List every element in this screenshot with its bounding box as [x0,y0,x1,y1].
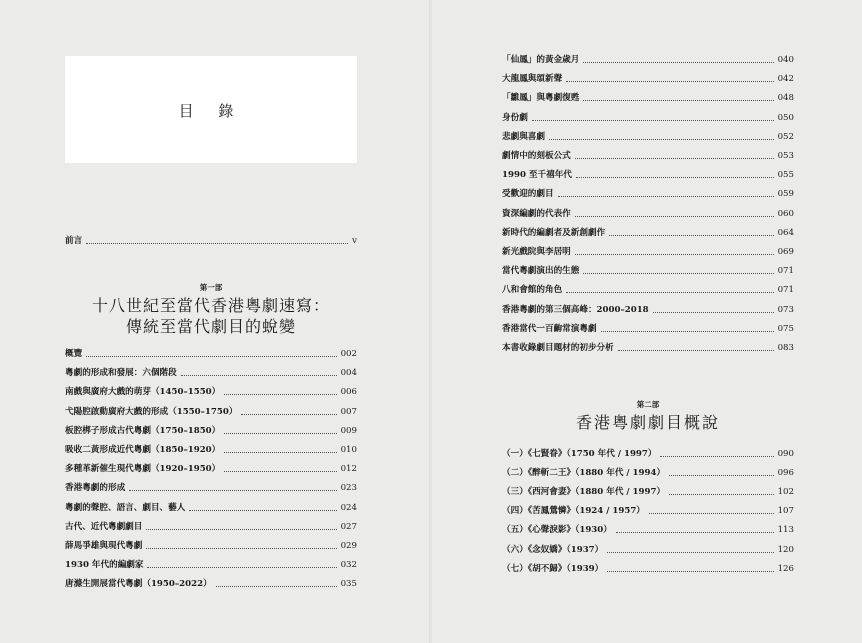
toc-leader-dots [660,455,773,457]
contents-title-box [65,56,357,163]
toc-leader-dots [583,61,773,63]
toc-leader-dots [558,195,774,197]
part2-heading [502,399,794,433]
toc-entry[interactable] [502,168,794,182]
toc-entry-page: 009 [340,425,357,436]
toc-entry-page: 027 [340,521,357,532]
toc-leader-dots [147,566,336,568]
right-page [432,0,862,643]
toc-leader-dots [549,138,774,140]
toc-entry[interactable] [65,558,357,572]
toc-entry[interactable] [502,466,794,480]
toc-leader-dots [224,451,336,453]
toc-leader-dots [129,489,336,491]
toc-entry[interactable] [502,149,794,163]
toc-entry[interactable] [502,283,794,297]
toc-entry-page: 120 [777,544,794,555]
toc-entry[interactable] [65,385,357,399]
toc-entry-label: 新時代的編劇者及新創劇作 [502,227,606,238]
toc-leader-dots [616,531,774,533]
toc-entry-label: 板腔梆子形成古代粵劇（1750–1850） [65,425,221,436]
toc-entry[interactable] [502,207,794,221]
toc-entry[interactable] [502,245,794,259]
toc-leader-dots [86,355,336,357]
toc-entry[interactable] [502,111,794,125]
part2-label: 第二部 [636,400,660,409]
toc-entry-label: 劇情中的刻板公式 [502,151,571,161]
toc-entry-label: 「仙鳳」的黃金歲月 [502,55,580,65]
toc-entry-page: 048 [777,93,794,104]
toc-leader-dots [181,374,337,376]
toc-entry[interactable] [65,481,357,495]
toc-entry-page: 050 [777,112,794,123]
toc-entry-label: 當代粵劇演出的生態 [502,266,580,277]
toc-entry-label: （一）《七賢眷》（1750 年代 / 1997） [502,449,657,459]
toc-entry-page: 029 [340,541,357,551]
toc-entry-preface[interactable] [65,234,357,248]
toc-entry-page: 023 [340,483,357,494]
toc-leader-dots [601,330,774,332]
part1-title-line1: 十八世紀至當代香港粵劇速寫： [91,296,330,315]
toc-leader-dots [669,474,774,476]
toc-entry[interactable] [502,447,794,461]
contents-title: 目 錄 [178,102,244,120]
toc-entry-label: （四）《苦鳳鶯憐》（1924 / 1957） [502,506,645,517]
toc-leader-dots [576,176,774,178]
toc-entry-label: 香港粵劇的第三個高峰：2000–2018 [502,304,649,315]
toc-entry[interactable] [502,264,794,278]
toc-entry[interactable] [65,501,357,515]
toc-leader-dots [669,493,774,495]
toc-entry[interactable] [65,443,357,457]
toc-entry-label: 八和會館的角色 [502,285,563,296]
toc-entry[interactable] [502,562,794,576]
toc-entry[interactable] [65,366,357,380]
toc-entry-label: （五）《心聲淚影》（1930） [502,525,612,536]
toc-leader-dots [575,215,774,217]
toc-entry-page: 096 [777,468,794,479]
toc-leader-dots [566,291,773,293]
toc-leader-dots [216,585,337,587]
toc-leader-dots [86,242,348,244]
toc-entry[interactable] [65,405,357,419]
toc-entry-label: 大龍鳳與頌新聲 [502,74,563,85]
toc-entry-page: 035 [340,579,357,590]
toc-entry-label: 粵劇的聲腔、語言、劇目、藝人 [65,502,186,513]
toc-entry-label: 唐滌生開展當代粵劇（1950–2022） [65,579,212,590]
toc-leader-dots [241,413,336,415]
toc-entry[interactable] [65,577,357,591]
toc-entry-page: 083 [777,343,794,353]
toc-entry-page: 071 [777,266,794,277]
toc-entry-label: 多種革新催生現代粵劇（1920–1950） [65,464,221,475]
toc-entry-label: 香港當代一百齣常演粵劇 [502,323,597,334]
toc-entry-label: 弋陽腔啟動廣府大戲的形成（1550–1750） [65,406,238,417]
toc-entry-label: 本書收錄劇目題材的初步分析 [502,343,614,353]
toc-entry[interactable] [65,462,357,476]
toc-entry-label: 受歡迎的劇目 [502,189,554,200]
toc-entry-label: 1930 年代的編劇家 [65,560,144,571]
toc-entry-label: 古代、近代粵劇劇目 [65,521,143,532]
part1-title-line2: 傳統至當代劇目的蛻變 [125,317,296,336]
toc-entry-label: 南戲與廣府大戲的萌芽（1450–1550） [65,387,221,398]
toc-entry-page: 055 [777,170,794,181]
toc-entry-label: （六）《念奴嬌》（1937） [502,544,604,555]
toc-leader-dots [224,470,336,472]
toc-entry-page: 012 [340,464,357,475]
toc-leader-dots [224,393,336,395]
toc-leader-dots [532,119,774,121]
toc-entry-page: 059 [777,189,794,200]
toc-entry-page: 075 [777,323,794,334]
toc-entry[interactable] [65,424,357,438]
toc-entry-page: 113 [777,525,794,536]
toc-entry[interactable] [502,91,794,105]
toc-entry-page: 053 [777,151,794,161]
toc-entry-label: （七）《胡不歸》（1939） [502,563,604,574]
toc-entry[interactable] [502,130,794,144]
toc-entry-label: 資深編劇的代表作 [502,208,571,219]
toc-entry-label: 新光戲院與李居明 [502,247,571,257]
left-page [0,0,430,643]
toc-entry-label: 粵劇的形成和發展：六個階段 [65,368,177,379]
toc-entry-label: （二）《醉斬二王》（1880 年代 / 1994） [502,468,666,479]
toc-leader-dots [189,509,336,511]
toc-leader-dots [653,311,774,313]
toc-leader-dots [583,272,773,274]
toc-entry-label: 「雛鳳」與粵劇復甦 [502,93,580,104]
toc-entry-label: 概覽 [65,349,83,359]
toc-entry[interactable] [502,322,794,336]
toc-entry[interactable] [502,53,794,67]
toc-leader-dots [566,80,773,82]
toc-entry-page: 102 [777,487,794,498]
toc-entry[interactable] [502,485,794,499]
toc-entry[interactable] [65,539,357,553]
toc-entry[interactable] [65,520,357,534]
toc-entry-page: 090 [777,449,794,459]
toc-entry-label: 悲劇與喜劇 [502,131,545,142]
toc-entry-label: 身份劇 [502,112,528,123]
toc-entry[interactable] [502,226,794,240]
toc-leader-dots [618,349,774,351]
toc-entry-page: 071 [777,285,794,296]
toc-entry-page: 010 [340,445,357,455]
toc-entry-page: 004 [340,368,357,379]
toc-entry-label: 前言 [65,236,83,246]
toc-entry-page: 024 [340,502,357,513]
toc-entry-page: 042 [777,74,794,85]
toc-entry-page: 032 [340,560,357,571]
toc-leader-dots [609,234,773,236]
toc-entry[interactable] [502,523,794,537]
toc-leader-dots [607,570,773,572]
toc-entry-page: 002 [340,349,357,359]
toc-entry-label: 香港粵劇的形成 [65,483,126,494]
toc-entry[interactable] [502,187,794,201]
toc-entry[interactable] [502,543,794,557]
toc-entry-page: 064 [777,227,794,238]
toc-entry-label: 薛馬爭雄與現代粵劇 [65,541,143,551]
toc-leader-dots [583,99,773,101]
toc-entry[interactable] [502,504,794,518]
toc-entry-page: 006 [340,387,357,398]
toc-leader-dots [575,157,774,159]
toc-entry[interactable] [502,72,794,86]
toc-entry-page: 007 [340,406,357,417]
toc-entry-page: 052 [777,131,794,142]
toc-entry-label: （三）《西河會妻》（1880 年代 / 1997） [502,487,666,498]
part1-label: 第一部 [199,283,223,292]
toc-entry-label: 吸收二黃形成近代粵劇（1850–1920） [65,445,221,455]
toc-entry-page: 060 [777,208,794,219]
toc-entry-page: 069 [777,247,794,257]
toc-entry[interactable] [502,303,794,317]
toc-entry-page: 107 [777,506,794,517]
part2-title: 香港粵劇劇目概說 [575,413,720,432]
toc-leader-dots [146,547,336,549]
toc-entry-label: 1990 至千禧年代 [502,170,572,181]
toc-leader-dots [146,528,336,530]
toc-entry-page: 040 [777,55,794,65]
toc-leader-dots [607,551,773,553]
part1-heading [65,282,357,337]
toc-leader-dots [224,432,336,434]
toc-entry-page: 126 [777,563,794,574]
toc-entry[interactable] [65,347,357,361]
toc-leader-dots [649,512,774,514]
toc-entry[interactable] [502,341,794,355]
toc-leader-dots [575,253,774,255]
toc-entry-page: 073 [777,304,794,315]
toc-entry-page: v [352,236,357,246]
